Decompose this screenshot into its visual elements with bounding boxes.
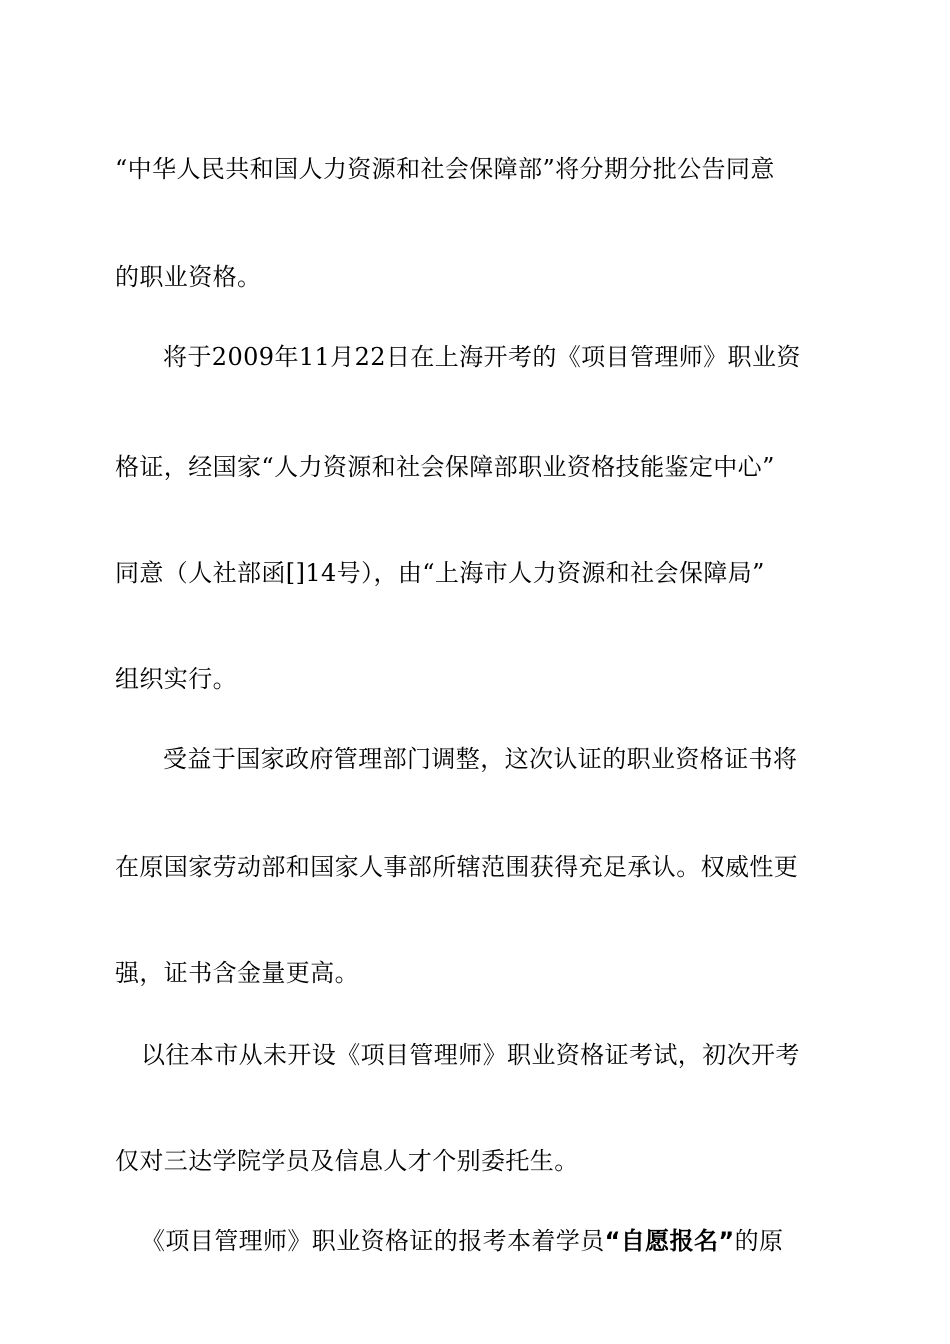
- paragraph-line: [141, 1224, 840, 1258]
- paragraph-line: 强，证书含金量更高。: [115, 959, 359, 987]
- paragraph-line: “中华人民共和国人力资源和社会保障部”将分期分批公告同意: [115, 155, 775, 183]
- paragraph-line: 受益于国家政府管理部门调整，这次认证的职业资格证书将: [163, 745, 798, 773]
- text-segment: 的原: [734, 1227, 784, 1255]
- paragraph-line: 将于2009年11月22日在上海开考的《项目管理师》职业资: [163, 343, 801, 371]
- paragraph-line: 组织实行。: [115, 665, 237, 693]
- paragraph-line: 在原国家劳动部和国家人事部所辖范围获得充足承认。权威性更: [115, 853, 799, 881]
- paragraph-line: 仅对三达学院学员及信息人才个别委托生。: [115, 1147, 579, 1175]
- paragraph-line: 同意（人社部函[]14号），由“上海市人力资源和社会保障局”: [115, 559, 765, 587]
- paragraph-line: 的职业资格。: [115, 263, 262, 291]
- text-segment: 《项目管理师》职业资格证的报考本着学员: [141, 1227, 605, 1255]
- paragraph-line: 以往本市从未开设《项目管理师》职业资格证考试，初次开考: [141, 1041, 800, 1069]
- paragraph-line: 格证，经国家“人力资源和社会保障部职业资格技能鉴定中心”: [115, 453, 775, 481]
- emphasis-text: “自愿报名”: [604, 1227, 735, 1255]
